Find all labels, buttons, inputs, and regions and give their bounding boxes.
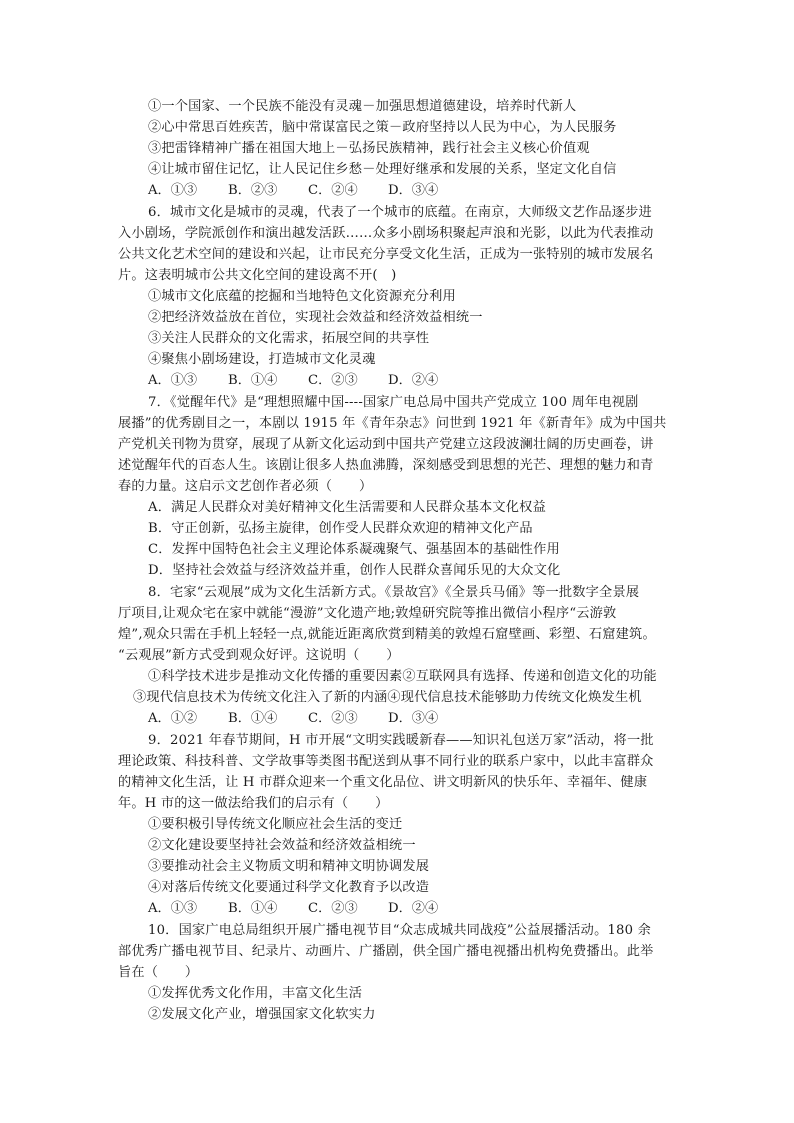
q7-stem-line-3: 产党机关刊物为贯穿，展现了从新文化运动到中国共产党建立这段波澜壮阔的历史画卷，讲 <box>118 437 654 452</box>
q6-options <box>148 370 438 391</box>
q9-option-c: C．②③ <box>308 901 358 916</box>
q7-stem-line-2: 展播”的优秀剧目之一，本剧以 1915 年《青年杂志》问世到 1921 年《新青年》成为中国共 <box>118 416 667 431</box>
q6-item-4: ④聚焦小剧场建设，打造城市文化灵魂 <box>148 352 376 367</box>
q9-options <box>148 898 438 919</box>
q8-options <box>148 708 438 729</box>
q9-item-4: ④对落后传统文化要通过科学文化教育予以改造 <box>148 880 430 895</box>
q7-choice-b: B．守正创新，弘扬主旋律，创作受人民群众欢迎的精神文化产品 <box>148 521 533 536</box>
q8-items-line-2: ③现代信息技术为传统文化注入了新的内涵④现代信息技术能够助力传统文化焕发生机 <box>133 690 642 705</box>
q6-stem-line-2: 入小剧场，学院派创作和演出越发活跃……众多小剧场积聚起声浪和光影，以此为代表推动 <box>118 226 654 241</box>
q6-item-1: ①城市文化底蕴的挖掘和当地特色文化资源充分利用 <box>148 289 456 304</box>
q8-stem-line-4: “云观展”新方式受到观众好评。这说明（ ） <box>118 648 400 663</box>
q7-choice-c: C．发挥中国特色社会主义理论体系凝魂聚气、强基固本的基础性作用 <box>148 542 560 557</box>
q9-item-1: ①要积极引导传统文化顺应社会生活的变迁 <box>148 817 403 832</box>
q9-option-d: D．②④ <box>388 901 439 916</box>
q7-stem-line-5: 春的力量。这启示文艺创作者必须（ ） <box>118 479 373 494</box>
q6-option-d: D．②④ <box>388 373 439 388</box>
q5-option-d: D．③④ <box>388 183 439 198</box>
q9-stem-line-4: 年。H 市的这一做法给我们的启示有（ ） <box>118 796 389 811</box>
q9-stem-line-1: 9．2021 年春节期间，H 市开展“文明实践暖新春——知识礼包送万家”活动，将一批 <box>148 733 654 748</box>
q7-stem-line-1: 7．《觉醒年代》是“理想照耀中国----国家广电总局中国共产党成立 100 周年电视剧 <box>148 395 639 410</box>
q7-choice-a: A．满足人民群众对美好精神文化生活需要和人民群众基本文化权益 <box>148 500 546 515</box>
q6-option-c: C．②③ <box>308 373 358 388</box>
q10-stem-line-2: 部优秀广播电视节目、纪录片、动画片、广播剧，供全国广播电视播出机构免费播出。此举 <box>118 944 654 959</box>
q10-item-2: ②发展文化产业，增强国家文化软实力 <box>148 1007 376 1022</box>
q5-options <box>148 180 438 201</box>
q8-option-a: A．①② <box>148 711 198 726</box>
q9-option-b: B．①④ <box>228 901 278 916</box>
q10-item-1: ①发挥优秀文化作用，丰富文化生活 <box>148 986 363 1001</box>
q8-items-line-1: ①科学技术进步是推动文化传播的重要因素②互联网具有选择、传递和创造文化的功能 <box>148 669 657 684</box>
q9-option-a: A．①③ <box>148 901 198 916</box>
q10-stem-line-1: 10．国家广电总局组织开展广播电视节目“众志成城共同战疫”公益展播活动。180 余 <box>148 923 652 938</box>
q5-item-4: ④让城市留住记忆，让人民记住乡愁－处理好继承和发展的关系，坚定文化自信 <box>148 162 617 177</box>
q5-item-2: ②心中常思百姓疾苦，脑中常谋富民之策－政府坚持以人民为中心，为人民服务 <box>148 120 617 135</box>
q8-option-b: B．①④ <box>228 711 278 726</box>
q8-stem-line-3: 煌”,观众只需在手机上轻轻一点,就能近距离欣赏到精美的敦煌石窟壁画、彩塑、石窟建筑。 <box>118 627 656 642</box>
q8-stem-line-1: 8．宅家“云观展”成为文化生活新方式。《景故宫》《全景兵马俑》等一批数字全景展 <box>148 585 640 600</box>
q6-option-a: A．①③ <box>148 373 198 388</box>
q8-option-d: D．③④ <box>388 711 439 726</box>
q6-stem-line-4: 片。这表明城市公共文化空间的建设离不开( ) <box>118 268 397 283</box>
q5-option-c: C．②④ <box>308 183 358 198</box>
q9-stem-line-3: 的精神文化生活，让 H 市群众迎来一个重文化品位、讲文明新风的快乐年、幸福年、健康 <box>118 775 648 790</box>
q5-option-a: A．①③ <box>148 183 198 198</box>
q10-stem-line-3: 旨在（ ） <box>118 965 199 980</box>
q9-stem-line-2: 理论政策、科技科普、文学故事等类图书配送到从事不同行业的联系户家中，以此丰富群众 <box>118 754 654 769</box>
q6-option-b: B．①④ <box>228 373 278 388</box>
q6-stem-line-1: 6．城市文化是城市的灵魂，代表了一个城市的底蕴。在南京，大师级文艺作品逐步进 <box>148 205 652 220</box>
q6-item-3: ③关注人民群众的文化需求，拓展空间的共享性 <box>148 331 430 346</box>
q9-item-3: ③要推动社会主义物质文明和精神文明协调发展 <box>148 859 430 874</box>
q5-item-3: ③把雷锋精神广播在祖国大地上－弘扬民族精神，践行社会主义核心价值观 <box>148 141 590 156</box>
q7-choice-d: D．坚持社会效益与经济效益并重，创作人民群众喜闻乐见的大众文化 <box>148 563 561 578</box>
q7-stem-line-4: 述觉醒年代的百态人生。该剧让很多人热血沸腾，深刻感受到思想的光芒、理想的魅力和青 <box>118 458 654 473</box>
q5-item-1: ①一个国家、一个民族不能没有灵魂－加强思想道德建设，培养时代新人 <box>148 99 577 114</box>
q8-stem-line-2: 厅项目,让观众宅在家中就能“漫游”文化遗产地;敦煌研究院等推出微信小程序“云游敦 <box>118 606 617 621</box>
q6-item-2: ②把经济效益放在首位，实现社会效益和经济效益相统一 <box>148 310 483 325</box>
q5-option-b: B．②③ <box>228 183 278 198</box>
q6-stem-line-3: 公共文化艺术空间的建设和兴起，让市民充分享受文化生活，正成为一张特别的城市发展名 <box>118 247 654 262</box>
q8-option-c: C．②③ <box>308 711 358 726</box>
q9-item-2: ②文化建设要坚持社会效益和经济效益相统一 <box>148 838 416 853</box>
